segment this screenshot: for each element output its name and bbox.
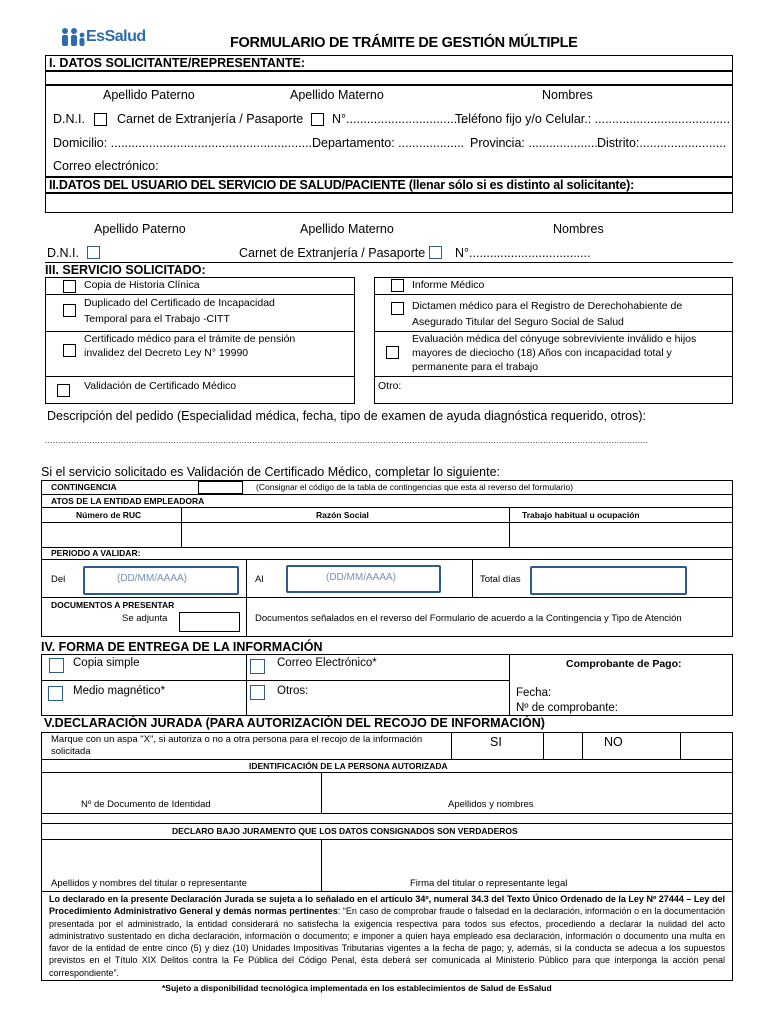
periodo-label: PERIODO A VALIDAR: — [51, 548, 141, 558]
contingencia-input[interactable] — [198, 481, 243, 494]
family-logo-icon — [60, 27, 88, 47]
logo-text: EsSalud — [86, 28, 146, 45]
dictamen-label-2: Asegurado Titular del Seguro Social de Salud — [412, 316, 624, 328]
s3-left-divider-1 — [45, 294, 355, 295]
section-1-name-field[interactable] — [45, 71, 733, 85]
trabajo-input[interactable] — [510, 523, 732, 547]
informe-checkbox[interactable] — [391, 279, 404, 292]
otro-field[interactable]: Otro: — [378, 380, 402, 392]
razon-input[interactable] — [182, 523, 509, 547]
correo-electronico-label: Correo Electrónico* — [277, 657, 377, 669]
s5-line-3 — [41, 813, 733, 814]
s1-distrito-field[interactable]: Distrito:......................... — [597, 136, 727, 150]
firma-label: Firma del titular o representante legal — [410, 878, 568, 889]
medio-magnetico-checkbox[interactable] — [48, 686, 63, 701]
se-adjunta-input[interactable] — [179, 612, 240, 632]
s5-col-si — [451, 732, 452, 759]
validacion-intro: Si el servicio solicitado es Validación de Certificado Médico, completar lo siguiente: — [41, 465, 501, 479]
certificado-label-1: Certificado médico para el trámite de pensión — [84, 333, 296, 345]
no-label: NO — [604, 735, 623, 749]
identificacion-label: IDENTIFICACIÓN DE LA PERSONA AUTORIZADA — [249, 761, 448, 771]
copia-historia-checkbox[interactable] — [63, 280, 76, 293]
copia-historia-label: Copia de Historia Clínica — [84, 279, 200, 291]
al-label: Al — [255, 574, 264, 585]
duplicado-label-1: Duplicado del Certificado de Incapacidad — [84, 297, 275, 309]
footnote: *Sujeto a disponibilidad tecnológica implementada en los establecimientos de Salud de EsSalud — [162, 983, 552, 993]
s2-apellido-paterno: Apellido Paterno — [94, 222, 186, 236]
s2-carnet-checkbox[interactable] — [429, 246, 442, 259]
essalud-logo — [60, 26, 146, 48]
se-adjunta-label: Se adjunta — [122, 613, 168, 624]
copia-simple-checkbox[interactable] — [49, 658, 64, 673]
s1-dni-label: D.N.I. — [53, 112, 85, 126]
v-line-4 — [41, 547, 733, 548]
s1-apellido-paterno: Apellido Paterno — [103, 88, 195, 102]
titular-signature-area[interactable] — [42, 840, 321, 876]
total-label: Total días — [480, 574, 521, 585]
apellidos-input[interactable] — [322, 773, 732, 797]
s1-domicilio-field[interactable]: Domicilio: ............................................................ — [53, 136, 320, 150]
v-line-6 — [41, 597, 733, 598]
validacion-checkbox[interactable] — [57, 384, 70, 397]
duplicado-checkbox[interactable] — [63, 304, 76, 317]
comprobante-label: Comprobante de Pago: — [566, 658, 682, 670]
entidad-label: ATOS DE LA ENTIDAD EMPLEADORA — [51, 496, 205, 506]
s1-departamento-field[interactable]: Departamento: ................... — [312, 136, 465, 150]
section-4-heading: IV. FORMA DE ENTREGA DE LA INFORMACIÓN — [41, 640, 323, 654]
numero-comprobante-field[interactable]: Nº de comprobante: — [516, 702, 619, 714]
evaluacion-label-2: mayores de dieciocho (18) Años con incapacidad total y — [412, 347, 672, 359]
si-label: SI — [490, 735, 502, 749]
del-label: Del — [51, 574, 66, 585]
s4-col-1 — [246, 654, 247, 716]
dictamen-label-1: Dictamen médico para el Registro de Derechohabiente de — [412, 300, 683, 312]
s1-nombres: Nombres — [542, 88, 593, 102]
s3-left-divider-2 — [45, 331, 355, 332]
section-5-heading: V.DECLARACIÓN JURADA (PARA AUTORIZACIÓN DEL RECOJO DE INFORMACIÓN) — [44, 716, 545, 730]
form-title: FORMULARIO DE TRÁMITE DE GESTIÓN MÚLTIPLE — [230, 35, 578, 51]
s1-carnet-checkbox[interactable] — [311, 113, 324, 126]
s2-nombres: Nombres — [553, 222, 604, 236]
si-box[interactable] — [544, 733, 582, 759]
s5-line-6 — [41, 891, 733, 892]
trabajo-header: Trabajo habitual u ocupación — [522, 510, 640, 520]
v-col-5 — [246, 597, 247, 637]
s3-right-divider-3 — [374, 376, 733, 377]
s2-carnet-label: Carnet de Extranjería / Pasaporte — [239, 246, 426, 260]
section-1-heading: I. DATOS SOLICITANTE/REPRESENTANTE: — [49, 56, 306, 70]
s2-apellido-materno: Apellido Materno — [300, 222, 394, 236]
legal-text-rest: : “En caso de comprobar fraude o falsedad en la declaración, información o en la documentación presentada por el administrado, la entidad considerará no satisfecha la exigencia respectiva para todos sus efectos, procediendo a declarar la nulidad del acto administrativo sustentado en dicha declaración, información o documento; e imponer a quien haya empleado esa declaración, información o documento una multa en favor de la entidad de entre cinco (5) y diez (10) Unidades Impositivas Tributarias vigentes a la fecha de pago; y, además, si la conducta se adecua a los supuestos previstos en el Título XIX Delitos contra la Fe Pública del Código Penal, ésta deberá ser comunicada al Ministerio Público para que interponga la acción penal correspondiente”. — [49, 906, 725, 978]
apellidos-label: Apellidos y nombres — [448, 799, 534, 810]
certificado-checkbox[interactable] — [63, 344, 76, 357]
fecha-field[interactable]: Fecha: — [516, 687, 552, 699]
s2-dni-label: D.N.I. — [47, 246, 79, 260]
s1-numero-field[interactable]: N°................................... — [332, 112, 468, 126]
contingencia-label: CONTINGENCIA — [51, 482, 117, 492]
section-2-heading: II.DATOS DEL USUARIO DEL SERVICIO DE SALUD/PACIENTE (llenar sólo si es distinto al solicitante): — [49, 178, 635, 192]
section-2-name-field[interactable] — [45, 193, 733, 213]
documento-label: Nº de Documento de Identidad — [81, 799, 211, 810]
otros-label: Otros: — [277, 685, 309, 697]
informe-label: Informe Médico — [412, 279, 485, 291]
s3-left-divider-3 — [45, 376, 355, 377]
total-input[interactable] — [530, 566, 687, 595]
no-box[interactable] — [681, 733, 732, 759]
evaluacion-checkbox[interactable] — [386, 346, 399, 359]
legal-text — [49, 893, 725, 979]
al-placeholder: (DD/MM/AAAA) — [326, 572, 396, 583]
duplicado-label-2: Temporal para el Trabajo -CITT — [84, 313, 230, 325]
s5-line-1 — [41, 759, 733, 760]
firma-signature-area[interactable] — [322, 840, 732, 876]
s2-numero-field[interactable]: N°................................... — [455, 246, 591, 260]
documentos-note: Documentos señalados en el reverso del Formulario de acuerdo a la Contingencia y Tipo de Atención — [255, 613, 682, 624]
marque-text-1: Marque con un aspa "X", si autoriza o no a otra persona para el recojo de la información — [51, 734, 423, 745]
medio-magnetico-label: Medio magnético* — [73, 685, 166, 697]
s1-correo-field[interactable]: Correo electrónico: — [53, 159, 159, 173]
otros-checkbox[interactable] — [250, 685, 265, 700]
s5-col-no — [582, 732, 583, 759]
s3-right-divider-2 — [374, 331, 733, 332]
v-line-1 — [41, 494, 733, 495]
documento-input[interactable] — [42, 773, 321, 797]
v-col-4 — [472, 559, 473, 597]
razon-header: Razón Social — [316, 510, 369, 520]
marque-text-2: solicitada — [51, 746, 91, 757]
ruc-header: Número de RUC — [76, 510, 142, 520]
certificado-label-2: invalidez del Decreto Ley N° 19990 — [84, 347, 249, 359]
section-3-heading: III. SERVICIO SOLICITADO: — [45, 263, 206, 277]
s1-dni-checkbox[interactable] — [94, 113, 107, 126]
del-placeholder: (DD/MM/AAAA) — [117, 573, 187, 584]
descripcion-label: Descripción del pedido (Especialidad médica, fecha, tipo de examen de ayuda diagnóstica requerido, otros): — [47, 409, 646, 423]
v-col-3 — [246, 559, 247, 597]
contingencia-note: (Consignar el código de la tabla de contingencias que esta al reverso del formulario) — [256, 482, 574, 492]
descripcion-field[interactable]: ...................................................................................................................................................................................................................................... — [45, 436, 649, 445]
s4-col-2 — [509, 654, 510, 716]
s4-row-line — [41, 680, 509, 681]
titular-label: Apellidos y nombres del titular o representante — [51, 878, 247, 889]
s1-carnet-label: Carnet de Extranjería / Pasaporte — [117, 112, 304, 126]
v-line-5 — [41, 559, 733, 560]
evaluacion-label-3: permanente para el trabajo — [412, 361, 539, 373]
dictamen-checkbox[interactable] — [391, 302, 404, 315]
copia-simple-label: Copia simple — [73, 657, 140, 669]
s3-right-divider-1 — [374, 294, 733, 295]
s1-telefono-field[interactable]: Teléfono fijo y/o Celular.: ....................................... — [455, 112, 731, 126]
ruc-input[interactable] — [42, 523, 181, 547]
documentos-label: DOCUMENTOS A PRESENTAR — [51, 600, 175, 610]
correo-electronico-checkbox[interactable] — [250, 659, 265, 674]
evaluacion-label-1: Evaluación médica del cónyuge sobreviviente inválido e hijos — [412, 333, 697, 345]
s1-apellido-materno: Apellido Materno — [290, 88, 384, 102]
s1-provincia-field[interactable]: Provincia: ..................... — [470, 136, 602, 150]
validacion-label: Validación de Certificado Médico — [84, 380, 237, 392]
declaro-label: DECLARO BAJO JURAMENTO QUE LOS DATOS CONSIGNADOS SON VERDADEROS — [172, 826, 518, 836]
v-line-2 — [41, 507, 733, 508]
s2-dni-checkbox[interactable] — [87, 246, 100, 259]
legal-text-bold: Lo declarado en la presente Declaración Jurada se sujeta a lo señalado en el artículo 34º, numeral 34.3 del Texto Único Ordenado de la Ley Nº 27444 – Ley del Procedimiento Administrativo General y demás normas pertinentes — [49, 894, 725, 917]
s5-line-4 — [41, 823, 733, 824]
